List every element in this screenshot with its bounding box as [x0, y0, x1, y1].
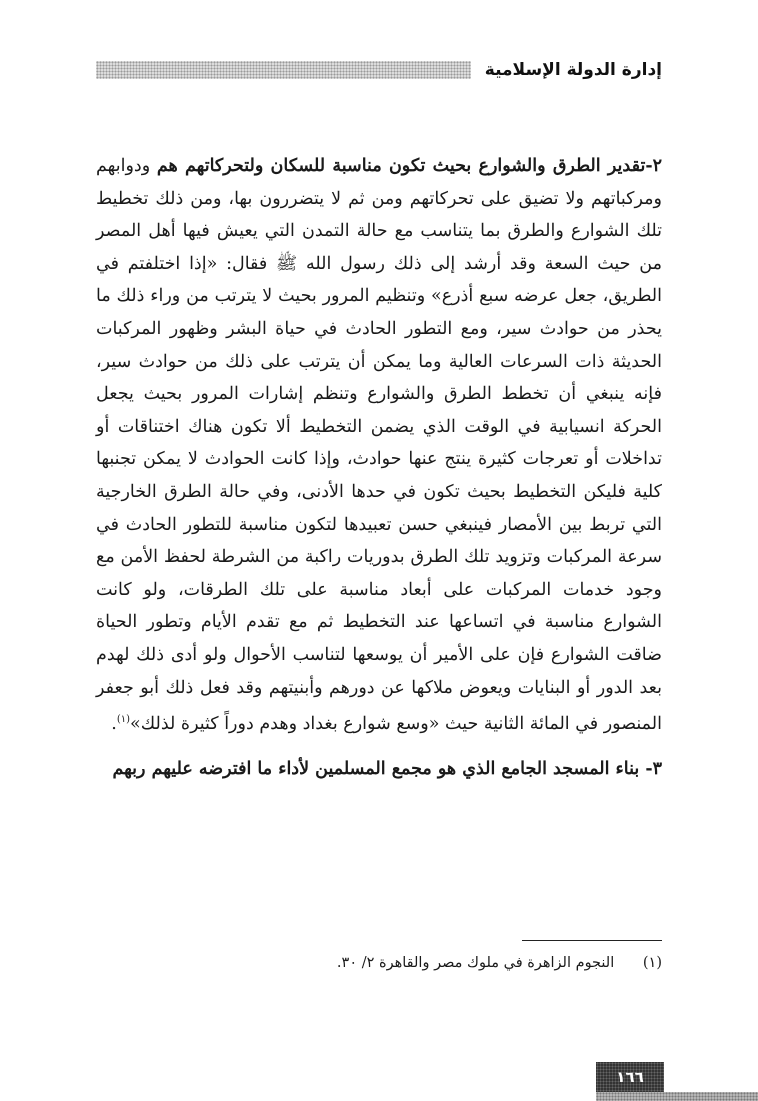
section-2-paragraph	[96, 150, 662, 741]
section-2-heading: ٢-تقدير الطرق والشوارع بحيث تكون مناسبة للسكان ولتحركاتهم هم	[156, 156, 662, 176]
section-2-period: .	[111, 713, 117, 734]
section-3-heading: ٣- بناء المسجد الجامع الذي هو مجمع المسلمين لأداء ما افترضه عليهم ربهم	[112, 758, 662, 779]
body-text	[96, 150, 662, 785]
header-decorative-band	[96, 61, 471, 79]
footnote-number: (١)	[642, 955, 662, 971]
page-number: ١٦٦	[616, 1068, 644, 1086]
page-number-box	[596, 1062, 664, 1092]
footnote-text: النجوم الزاهرة في ملوك مصر والقاهرة ٢/ ٣٠.	[336, 955, 615, 971]
footnote	[96, 950, 662, 976]
footnote-separator	[522, 940, 662, 941]
running-header	[96, 56, 662, 84]
footnote-reference: (١)	[116, 714, 131, 726]
footer-decorative-band	[596, 1092, 758, 1101]
section-2-body: ودوابهم ومركباتهم ولا تضيق على تحركاتهم ومن ثم لا يتضررون بها، ومن ذلك تخطيط تلك الشوارع والطرق بما يتناسب مع حالة التمدن التي يعيش فيها أهل المصر من حيث السعة وقد أرشد إلى ذلك رسول الله ﷺ فقال: «إذا اختلفتم في الطريق، جعل عرضه سبع أذرع» وتنظيم المرور بحيث لا يترتب من وراء ذلك ما يحذر من حوادث سير، ومع التطور الحادث في حياة البشر وظهور المركبات الحديثة ذات السرعات العالية وما يمكن أن يترتب على ذلك من حوادث سير، فإنه ينبغي أن تخطط الطرق والشوارع وتنظم إشارات المرور بحيث يجعل الحركة انسيابية في الوقت الذي يضمن التخطيط ألا تكون هناك اختناقات أو تداخلات أو تعرجات كثيرة ينتج عنها حوادث، وإذا كانت الحوادث لا يمكن تجنبها كلية فليكن التخطيط بحيث تكون في حدها الأدنى، وفي حالة الطرق الخارجية التي تربط بين الأمصار فينبغي حسن تعبيدها لتكون مناسبة للتطور الحادث في سرعة المركبات وتزويد تلك الطرق بدوريات راكبة من الشرطة لحفظ الأمن مع وجود خدمات المركبات على أبعاد مناسبة على تلك الطرقات، ولو كانت الشوارع مناسبة في اتساعها عند التخطيط ثم مع تقدم الأيام وتطور الحياة ضاقت الشوارع فإن على الأمير أن يوسعها لتناسب الأحوال ولو أدى ذلك لهدم بعد الدور أو البنايات ويعوض ملاكها عن دورهم وأبنيتهم وقد فعل ذلك أبو جعفر المنصور في المائة الثانية حيث «وسع شوارع بغداد وهدم دوراً كثيرة لذلك»	[96, 156, 662, 734]
book-title: إدارة الدولة الإسلامية	[484, 60, 662, 80]
